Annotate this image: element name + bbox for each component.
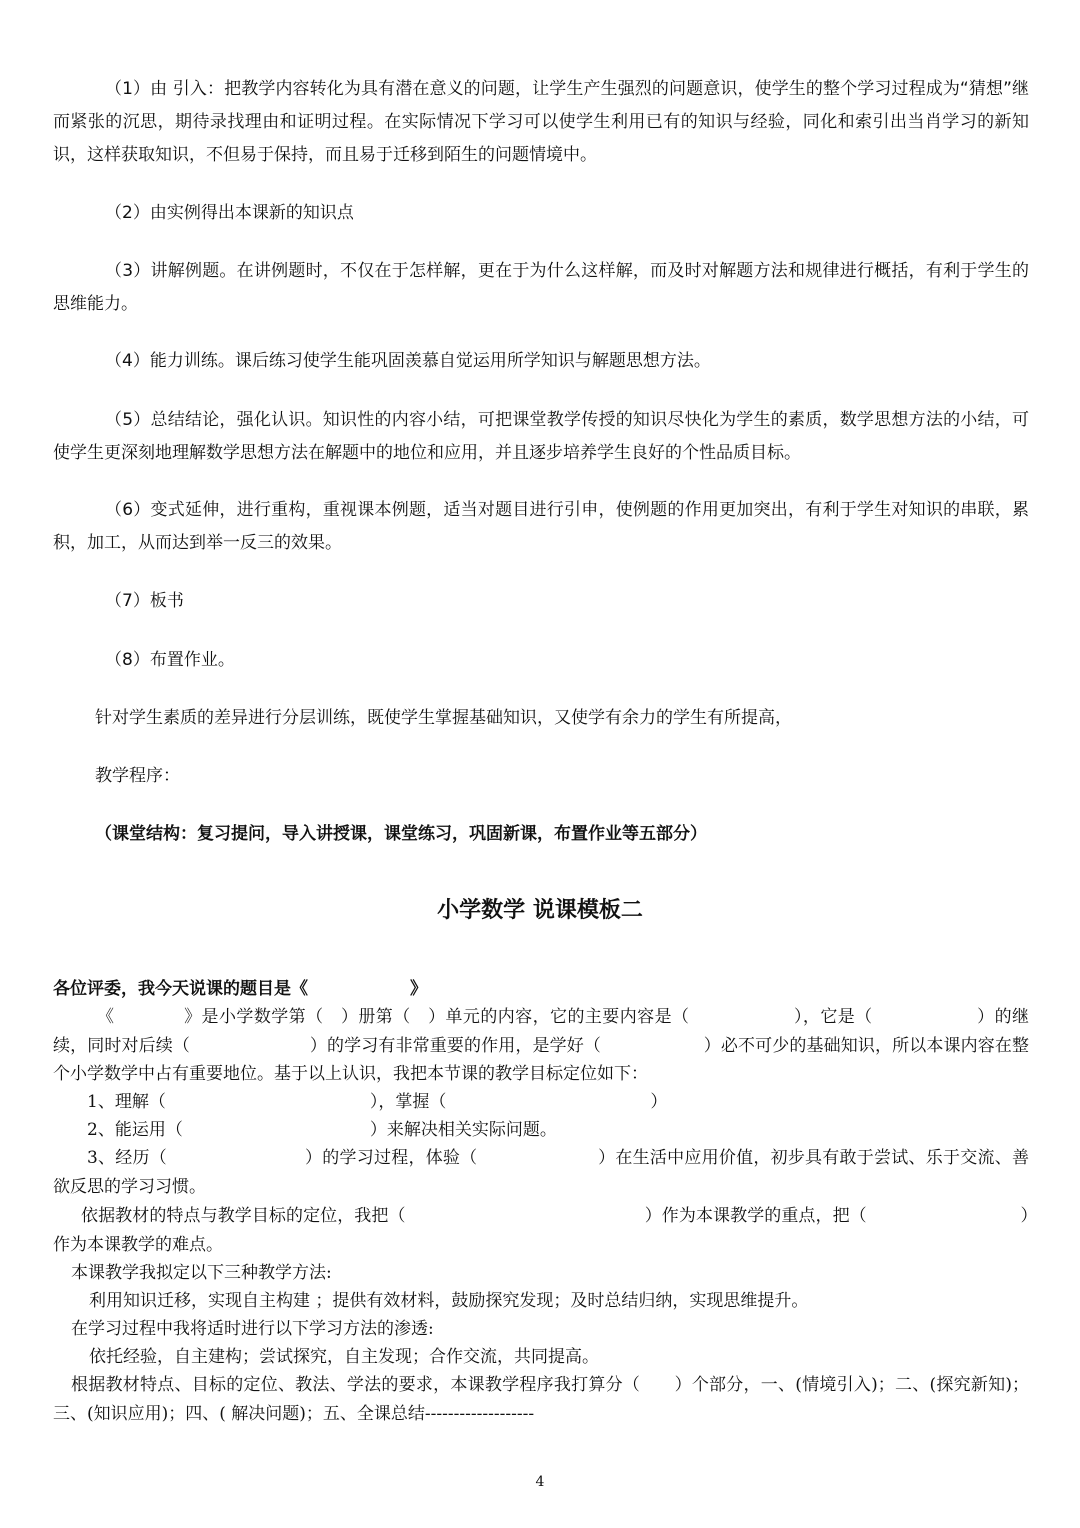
teaching-procedure-plan: 根据教材特点、目标的定位、教法、学法的要求，本课教学程序我打算分（ ）个部分，一、(情境引入)；二、(探究新知)；三、(知识应用)；四、( 解决问题)；五、全课总结-------------------: [53, 1375, 1029, 1424]
content-description: 《 》是小学数学第（ ）册第（ ）单元的内容，它的主要内容是（ ），它是（ ）的继续，同时对后续（ ）的学习有非常重要的作用，是学好（ ）必不可少的基础知识，所以本课内容在整个小学数学中占有重要地位。基于以上认识，我把本节课的教学目标定位如下：: [53, 1007, 1029, 1084]
paragraph-step-4: （4）能力训练。课后练习使学生能巩固羡慕自觉运用所学知识与解题思想方法。: [105, 351, 711, 371]
learning-methods: 依托经验，自主建构；尝试探究，自主发现；合作交流，共同提高。: [89, 1347, 599, 1367]
teaching-methods: 利用知识迁移，实现自主构建 ；提供有效材料，鼓励探究发现；及时总结归纳，实现思维提升。: [89, 1291, 809, 1311]
opening-line: 各位评委，我今天说课的题目是《 》: [53, 979, 427, 999]
goal-3: 3、经历（ ）的学习过程，体验（ ）在生活中应用价值，初步具有敢于尝试、乐于交流、善欲反思的学习习惯。: [53, 1148, 1029, 1197]
paragraph-step-2: （2）由实例得出本课新的知识点: [105, 203, 354, 223]
section-title: 小学数学 说课模板二: [437, 898, 643, 923]
paragraph-step-5: （5）总结结论，强化认识。知识性的内容小结，可把课堂教学传授的知识尽快化为学生的素质，数学思想方法的小结，可使学生更深刻地理解数学思想方法在解题中的地位和应用，并且逐步培养学生良好的个性品质目标。: [53, 410, 1029, 463]
paragraph-intro: （1）由 引入：把教学内容转化为具有潜在意义的问题，让学生产生强烈的问题意识，使学生的整个学习过程成为“猜想”继而紧张的沉思，期待录找理由和证明过程。在实际情况下学习可以使学生利用已有的知识与经验，同化和索引出当肖学习的新知识，这样获取知识，不但易于保持，而且易于迁移到陌生的问题情境中。: [53, 79, 1029, 165]
goal-2: 2、能运用（ ）来解决相关实际问题。: [87, 1120, 557, 1140]
key-and-difficult-points: 依据教材的特点与教学目标的定位，我把（ ）作为本课教学的重点，把（ ）作为本课教学的难点。: [53, 1206, 1029, 1255]
learning-methods-heading: 在学习过程中我将适时进行以下学习方法的渗透:: [71, 1319, 434, 1339]
teaching-methods-heading: 本课教学我拟定以下三种教学方法:: [71, 1263, 332, 1283]
paragraph-step-8: （8）布置作业。: [105, 650, 235, 670]
goal-1: 1、理解（ ），掌握（ ）: [87, 1092, 668, 1112]
paragraph-step-3: （3）讲解例题。在讲例题时，不仅在于怎样解，更在于为什么这样解，而及时对解题方法和规律进行概括，有利于学生的思维能力。: [53, 261, 1029, 314]
paragraph-class-structure: （课堂结构：复习提问，导入讲授课，课堂练习，巩固新课，布置作业等五部分）: [95, 824, 707, 844]
page-number: 4: [535, 1474, 545, 1490]
paragraph-differentiation: 针对学生素质的差异进行分层训练，既使学生掌握基础知识，又使学有余力的学生有所提高，: [95, 708, 792, 728]
paragraph-step-7: （7）板书: [105, 591, 184, 611]
paragraph-step-6: （6）变式延伸，进行重构，重视课本例题，适当对题目进行引申，使例题的作用更加突出，有利于学生对知识的串联，累积，加工，从而达到举一反三的效果。: [53, 500, 1029, 553]
paragraph-teaching-procedure: 教学程序：: [95, 766, 180, 786]
